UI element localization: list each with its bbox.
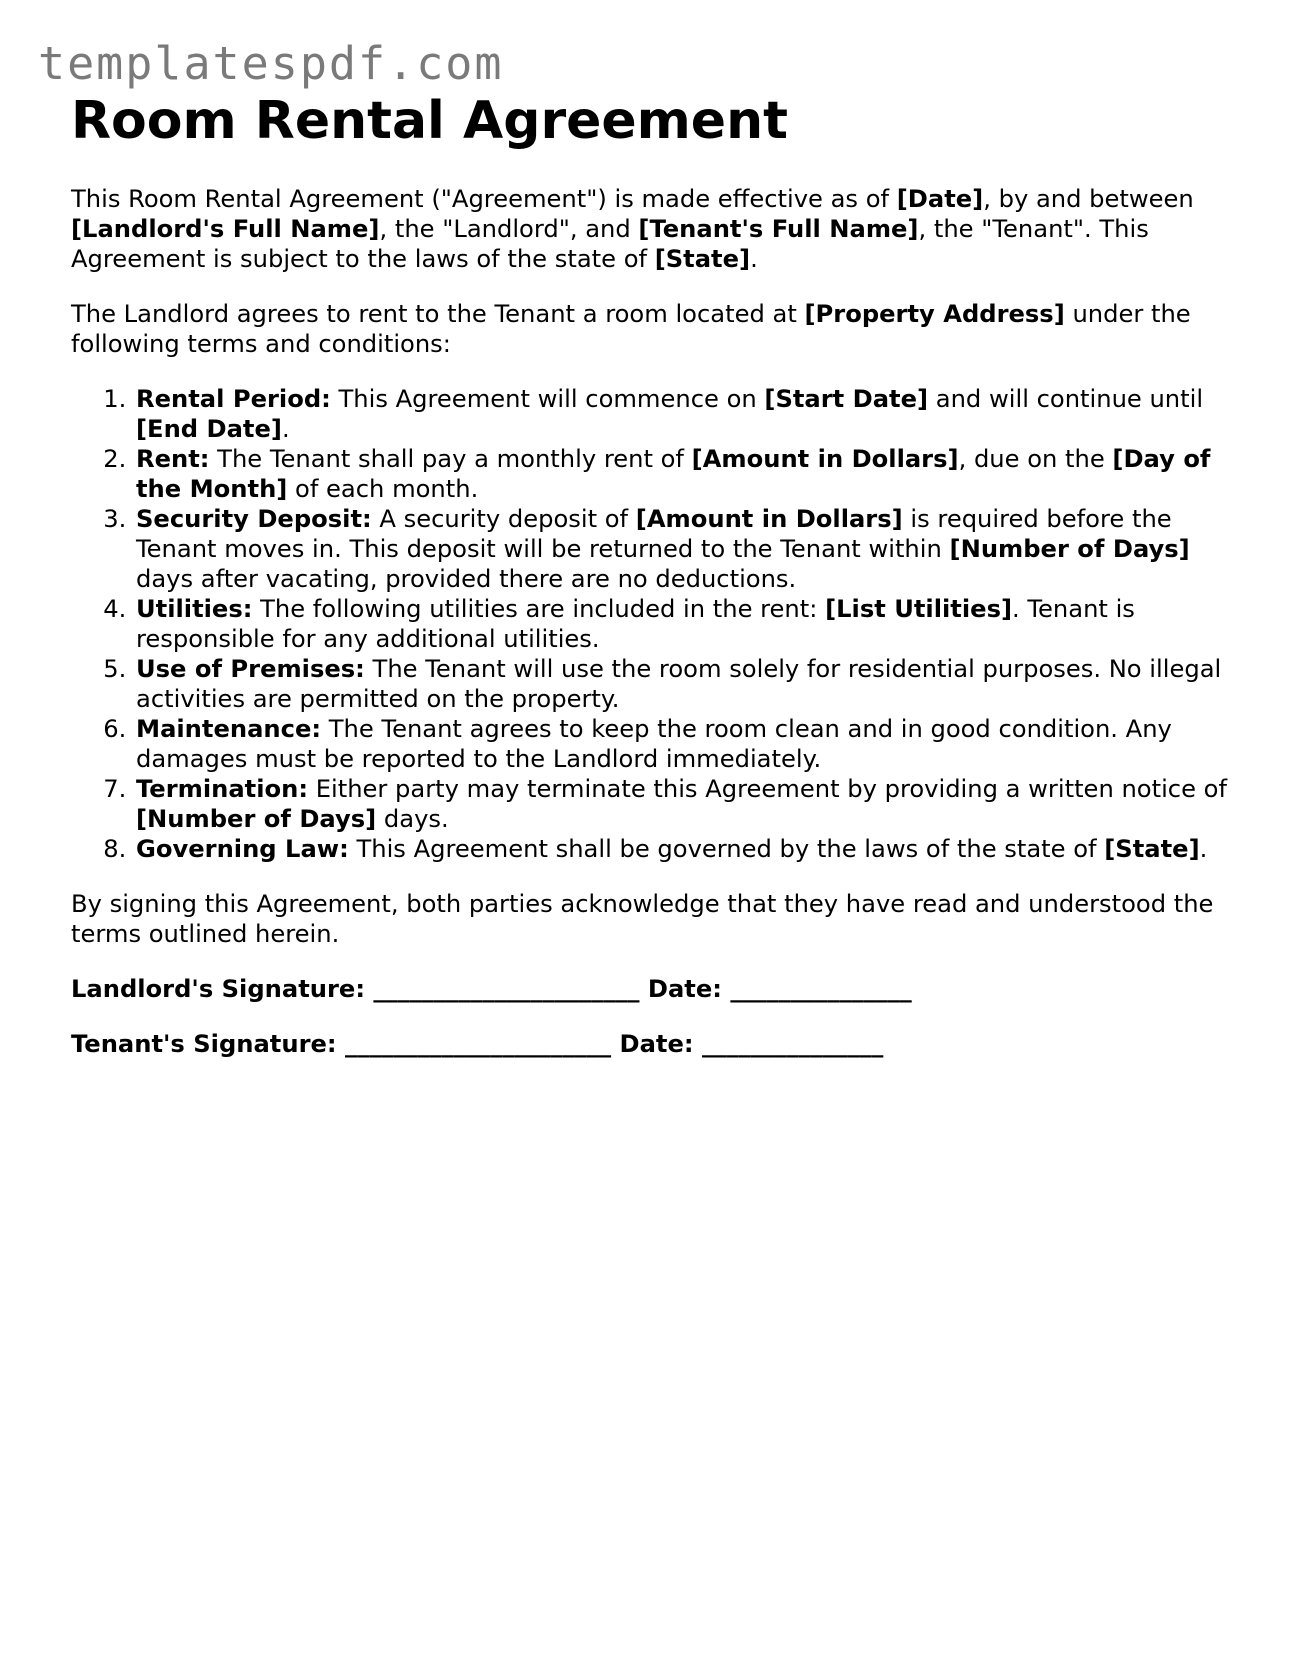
term-security-deposit: 3. Security Deposit: A security deposit of [Amount in Dollars] is required before the Tenant moves in. This deposit will be returned to the Tenant within [Number of Days] days after vacating, provided there are no deductions.: [134, 504, 1231, 594]
page-title: Room Rental Agreement: [71, 91, 788, 151]
landlord-signature-line: Landlord's Signature: ______________________ Date: _______________: [71, 975, 912, 1003]
terms-list: [71, 384, 1231, 864]
tenant-signature-line: Tenant's Signature: ______________________ Date: _______________: [71, 1030, 884, 1058]
document: [71, 88, 1231, 1059]
tenant-name-placeholder: [Tenant's Full Name]: [638, 215, 919, 243]
property-paragraph: The Landlord agrees to rent to the Tenant a room located at [Property Address] under the following terms and conditions:: [71, 300, 1191, 358]
watermark: templatespdf.com: [38, 37, 504, 90]
term-utilities: 4. Utilities: The following utilities are included in the rent: [List Utilities]. Tenant is responsible for any additional utilities.: [134, 594, 1231, 654]
term-rent: 2. Rent: The Tenant shall pay a monthly rent of [Amount in Dollars], due on the [Day of the Month] of each month.: [134, 444, 1231, 504]
date-placeholder: [Date]: [896, 185, 984, 213]
term-termination: 7. Termination: Either party may terminate this Agreement by providing a written notice of [Number of Days] days.: [134, 774, 1231, 834]
term-rental-period: 1. Rental Period: This Agreement will commence on [Start Date] and will continue until [End Date].: [134, 384, 1231, 444]
term-use-of-premises: 5. Use of Premises: The Tenant will use the room solely for residential purposes. No illegal activities are permitted on the property.: [134, 654, 1231, 714]
property-address-placeholder: [Property Address]: [804, 300, 1065, 328]
term-governing-law: 8. Governing Law: This Agreement shall be governed by the laws of the state of [State].: [134, 834, 1231, 864]
term-maintenance: 6. Maintenance: The Tenant agrees to keep the room clean and in good condition. Any damages must be reported to the Landlord immediately.: [134, 714, 1231, 774]
intro-paragraph: This Room Rental Agreement ("Agreement") is made effective as of [Date], by and between [Landlord's Full Name], the "Landlord", and [Tenant's Full Name], the "Tenant". This Agreement is subject to the laws of the state of [State].: [71, 185, 1194, 273]
landlord-name-placeholder: [Landlord's Full Name]: [71, 215, 380, 243]
closing-paragraph: By signing this Agreement, both parties acknowledge that they have read and understood the terms outlined herein.: [71, 890, 1214, 948]
state-placeholder: [State]: [654, 245, 751, 273]
